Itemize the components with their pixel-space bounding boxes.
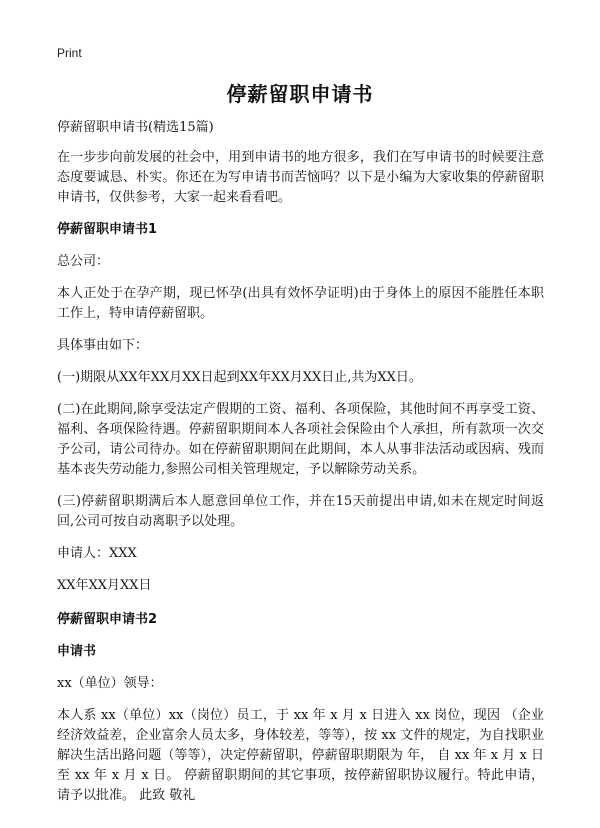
section1-item-3: (三)停薪留职期满后本人愿意回单位工作，并在15天前提出申请,如未在规定时间返回,公司可按自动离职予以处理。 [57, 494, 544, 529]
section2-heading: 停薪留职申请书2 [57, 612, 158, 627]
section1-item-1: (一)期限从XX年XX月XX日起到XX年XX月XX日止,共为XX日。 [57, 370, 422, 385]
section2-body: 本人系 xx（单位）xx（岗位）员工，于 xx 年 x 月 x 日进入 xx 岗位，现因 （企业经济效益差，企业富余人员太多，身体较差，等等），按 xx 文件的规定，为自找职业解决生活出路问题（等等），决定停薪留职，停薪留职期限为 年， 自 xx 年 x 月 x 日至 xx 年 x 月 x 日。 停薪留职期间的其它事项，按停薪留职协议履行。特此申请，请予以批准。 此致 敬礼 [57, 708, 544, 803]
section2-subheading: 申请书 [57, 644, 97, 659]
print-link[interactable]: Print [57, 46, 82, 60]
intro-paragraph: 在一步步向前发展的社会中，用到申请书的地方很多，我们在写申请书的时候要注意态度要诚恳、朴实。你还在为写申请书而苦恼吗？以下是小编为大家收集的停薪留职申请书，仅供参考，大家一起来看看吧。 [57, 150, 544, 205]
document-subtitle: 停薪留职申请书(精选15篇) [57, 120, 214, 135]
section1-date: XX年XX月XX日 [57, 578, 152, 593]
section1-salutation: 总公司： [57, 254, 110, 269]
section1-heading: 停薪留职申请书1 [57, 222, 158, 237]
section2-salutation: xx（单位）领导： [57, 676, 163, 691]
section1-details-intro: 具体事由如下： [57, 338, 149, 353]
section1-item-2: (二)在此期间,除享受法定产假期的工资、福利、各项保险，其他时间不再享受工资、福利、各项保险待遇。停薪留职期间本人各项社会保险由个人承担，所有款项一次交予公司，请公司待办。如在停薪留职期间在此期间，本人从事非法活动或因病、残而基本丧失劳动能力,参照公司相关管理规定，予以解除劳动关系。 [57, 402, 544, 477]
section1-body: 本人正处于在孕产期，现已怀孕(出具有效怀孕证明)由于身体上的原因不能胜任本职工作上，特申请停薪留职。 [57, 286, 544, 321]
section1-applicant: 申请人：XXX [57, 546, 137, 561]
document-title: 停薪留职申请书 [226, 82, 374, 106]
document-body [57, 118, 544, 818]
